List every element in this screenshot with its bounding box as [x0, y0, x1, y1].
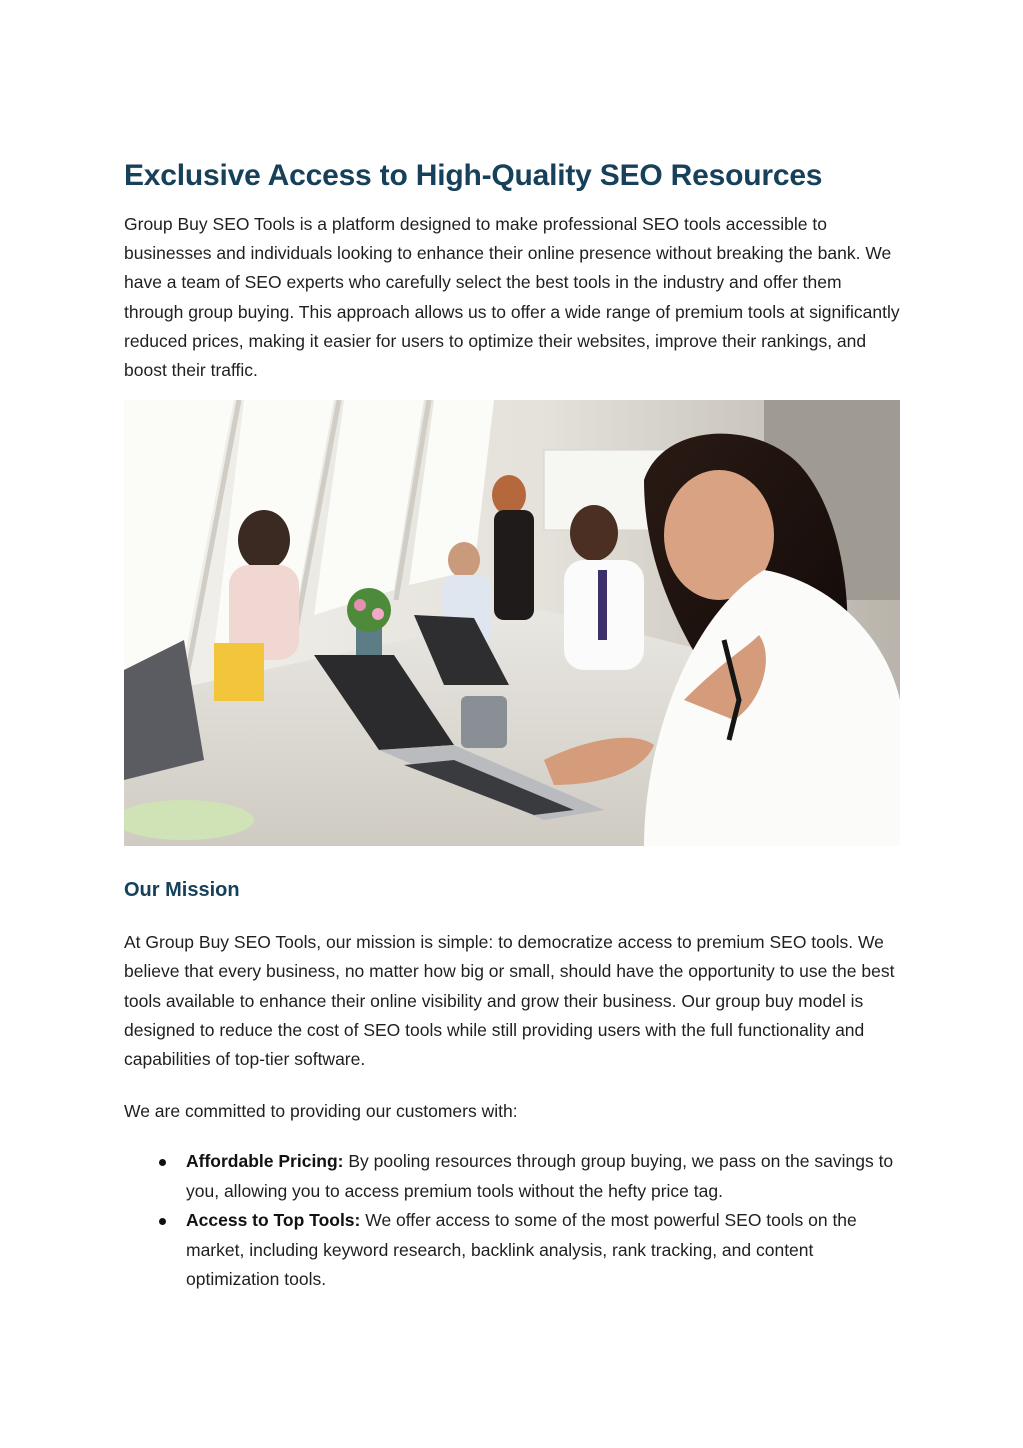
list-item	[124, 1147, 900, 1206]
mission-paragraph: At Group Buy SEO Tools, our mission is simple: to democratize access to premium SEO tools. We believe that every business, no matter how big or small, should have the opportunity to use the best tools available to enhance their online visibility and grow their business. Our group buy model is designed to reduce the cost of SEO tools while still providing users with the full functionality and capabilities of top-tier software.	[124, 932, 895, 1070]
list-item-label: Affordable Pricing:	[186, 1151, 344, 1172]
office-photo-illustration	[124, 400, 900, 846]
commitment-paragraph: We are committed to providing our customers with:	[124, 1101, 518, 1122]
section-heading-our-mission: Our Mission	[124, 879, 240, 902]
list-item-label: Access to Top Tools:	[186, 1210, 361, 1231]
office-team-photo	[124, 400, 900, 846]
bullet-icon	[159, 1159, 166, 1166]
page-title: Exclusive Access to High-Quality SEO Resources	[124, 159, 823, 192]
bullet-icon	[159, 1218, 166, 1225]
intro-paragraph: Group Buy SEO Tools is a platform designed to make professional SEO tools accessible to businesses and individuals looking to enhance their online presence without breaking the bank. We have a team of SEO experts who carefully select the best tools in the industry and offer them through group buying. This approach allows us to offer a wide range of premium tools at significantly reduced prices, making it easier for users to optimize their websites, improve their rankings, and boost their traffic.	[124, 214, 900, 381]
content-column	[124, 150, 900, 1294]
benefits-list	[124, 1147, 900, 1294]
list-item-text: By pooling resources through group buying, we pass on the savings to you, allowing you to access premium tools without the hefty price tag.	[186, 1151, 894, 1201]
list-item-text: We offer access to some of the most powerful SEO tools on the market, including keyword research, backlink analysis, rank tracking, and content optimization tools.	[186, 1210, 857, 1290]
list-item	[124, 1206, 900, 1294]
